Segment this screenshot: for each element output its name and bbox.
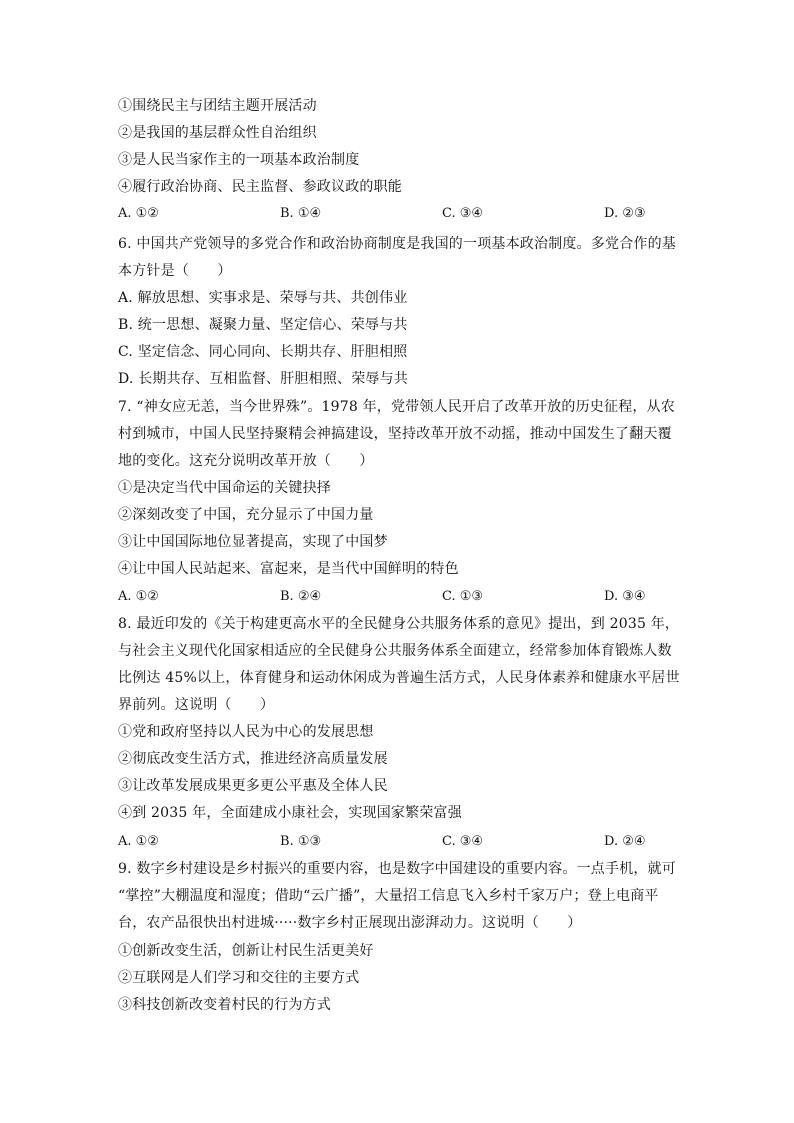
q9-item-2: ②互联网是人们学习和交往的主要方式 xyxy=(118,970,360,986)
q5-options xyxy=(118,205,658,223)
q8-item-4: ④到 2035 年，全面建成小康社会，实现国家繁荣富强 xyxy=(118,805,462,821)
q8-stem-line-3: 比例达 45%以上，体育健身和运动休闲成为普遍生活方式，人民身体素养和健康水平居世 xyxy=(118,670,680,686)
q5-item-3: ③是人民当家作主的一项基本政治制度 xyxy=(118,152,360,168)
q8-option-b: B. ①③ xyxy=(280,834,322,849)
q6-stem-line-2: 本方针是（ ） xyxy=(118,263,232,279)
q9-stem-line-3: 台，农产品很快出村进城·····数字乡村正展现出澎湃动力。这说明（ ） xyxy=(118,915,582,931)
q9-stem-line-2: “掌控”大棚温度和湿度；借助“云广播”，大量招工信息飞入乡村千家万户；登上电商平 xyxy=(118,888,659,904)
q7-stem-line-2: 村到城市，中国人民坚持聚精会神搞建设，坚持改革开放不动摇，推动中国发生了翻天覆 xyxy=(118,426,672,442)
q8-item-2: ②彻底改变生活方式，推进经济高质量发展 xyxy=(118,751,388,767)
q6-option-d: D. 长期共存、互相监督、肝胆相照、荣辱与共 xyxy=(118,371,409,387)
q5-item-1: ①围绕民主与团结主题开展活动 xyxy=(118,98,317,114)
q5-option-c: C. ③④ xyxy=(442,206,484,221)
q9-item-3: ③科技创新改变着村民的行为方式 xyxy=(118,997,331,1013)
q7-item-2: ②深刻改变了中国，充分显示了中国力量 xyxy=(118,507,374,523)
q8-option-d: D. ②④ xyxy=(604,834,646,849)
q8-stem-line-1: 8. 最近印发的《关于构建更高水平的全民健身公共服务体系的意见》提出，到 2035 年， xyxy=(118,616,680,632)
q9-item-1: ①创新改变生活，创新让村民生活更美好 xyxy=(118,943,374,959)
q7-stem-line-3: 地的变化。这充分说明改革开放（ ） xyxy=(118,453,374,469)
q7-option-d: D. ③④ xyxy=(604,589,646,604)
q5-option-d: D. ②③ xyxy=(604,206,646,221)
q6-option-b: B. 统一思想、凝聚力量、坚定信心、荣辱与共 xyxy=(118,317,408,333)
q8-item-1: ①党和政府坚持以人民为中心的发展思想 xyxy=(118,724,374,740)
q8-stem-line-4: 界前列。这说明（ ） xyxy=(118,697,275,713)
q8-option-c: C. ③④ xyxy=(442,834,484,849)
q8-item-3: ③让改革发展成果更多更公平惠及全体人民 xyxy=(118,778,388,794)
q8-options xyxy=(118,833,658,851)
q6-option-c: C. 坚定信念、同心同向、长期共存、肝胆相照 xyxy=(118,344,408,360)
q7-options xyxy=(118,588,658,606)
q9-stem-line-1: 9. 数字乡村建设是乡村振兴的重要内容，也是数字中国建设的重要内容。一点手机，就可 xyxy=(118,861,677,877)
q5-item-4: ④履行政治协商、民主监督、参政议政的职能 xyxy=(118,179,402,195)
q7-item-1: ①是决定当代中国命运的关键抉择 xyxy=(118,480,331,496)
q6-stem-line-1: 6. 中国共产党领导的多党合作和政治协商制度是我国的一项基本政治制度。多党合作的基 xyxy=(118,236,677,252)
q6-option-a: A. 解放思想、实事求是、荣辱与共、共创伟业 xyxy=(118,290,408,306)
q5-option-a: A. ①② xyxy=(118,206,159,221)
q7-option-a: A. ①② xyxy=(118,589,159,604)
q7-option-c: C. ①③ xyxy=(442,589,484,604)
q7-stem-line-1: 7. “神女应无恙，当今世界殊”。1978 年，党带领人民开启了改革开放的历史征程，从农 xyxy=(118,399,675,415)
q5-item-2: ②是我国的基层群众性自治组织 xyxy=(118,125,317,141)
q7-option-b: B. ②④ xyxy=(280,589,322,604)
q8-option-a: A. ①② xyxy=(118,834,159,849)
q7-item-4: ④让中国人民站起来、富起来，是当代中国鲜明的特色 xyxy=(118,561,459,577)
q7-item-3: ③让中国国际地位显著提高，实现了中国梦 xyxy=(118,534,388,550)
q8-stem-line-2: 与社会主义现代化国家相适应的全民健身公共服务体系全面建立，经常参加体育锻炼人数 xyxy=(118,643,672,659)
q5-option-b: B. ①④ xyxy=(280,206,322,221)
